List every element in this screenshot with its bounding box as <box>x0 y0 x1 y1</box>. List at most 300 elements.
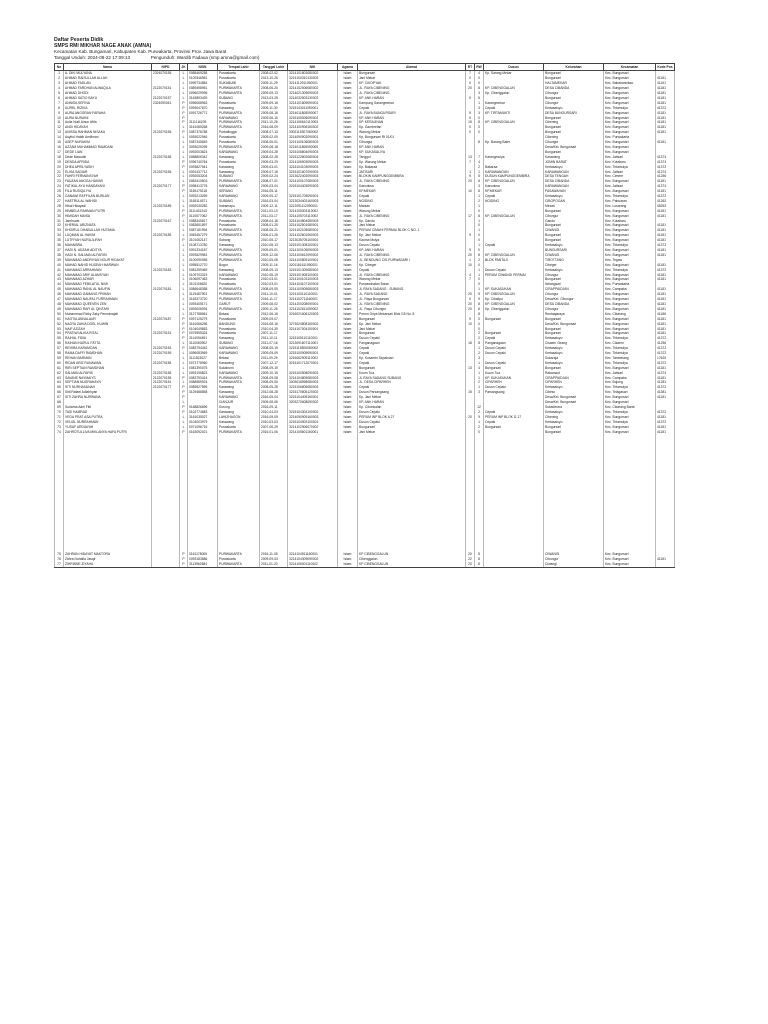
school-address: Kecamatan Kab. Bungamari, Kabupaten Kab. Purwakarta, Provinsi Prov. Jawa Barat <box>54 49 227 55</box>
table-cell: Kec. Bungursari <box>604 395 656 400</box>
table-cell: 2008-02-28 <box>260 155 288 160</box>
table-cell: JL. BENDUNG CIS-PURWASARI I <box>358 258 466 263</box>
table-cell: P <box>180 116 188 121</box>
school-name: SMPS RMI MIKHAR NAGE ANAK (AMNA) <box>54 42 152 49</box>
table-cell: KARAWANGAN <box>544 184 604 189</box>
table-cell: 41372 <box>656 420 675 425</box>
table-cell: 35 <box>55 238 64 243</box>
table-cell: 0108713780 <box>188 243 218 248</box>
table-cell: Islam <box>338 184 358 189</box>
table-cell: Sukabumi <box>218 366 260 371</box>
table-cell: Hikal Hikayadi <box>64 204 152 209</box>
table-cell: 41281 <box>656 380 675 385</box>
table-cell: 3101106620 <box>188 282 218 287</box>
table-cell: Cepaki <box>358 346 466 351</box>
table-cell: 2010-04-03 <box>260 410 288 415</box>
table-cell: 10 <box>466 322 475 327</box>
table-cell: Islam <box>338 341 358 346</box>
table-cell: Kp. Gandu <box>358 219 466 224</box>
table-cell: PURWAKARTA <box>218 145 260 150</box>
table-cell: 0 <box>475 238 484 243</box>
table-cell: Cibungur <box>544 91 604 96</box>
table-cell: BLOK PANTAJI <box>484 258 544 263</box>
table-cell: 25 <box>55 189 64 194</box>
table-cell: 55 <box>55 336 64 341</box>
table-cell: 2007-11-17 <box>260 331 288 336</box>
table-cell: Jani Mekar <box>358 223 466 228</box>
table-cell: L <box>180 366 188 371</box>
table-cell: JL. Raya Bungursari <box>358 297 466 302</box>
table-cell: KP. CIBENGGALUN <box>484 302 544 307</box>
table-cell: 7 <box>475 155 484 160</box>
table-cell: 20 <box>55 165 64 170</box>
table-cell: DEDE LIAN <box>64 150 152 155</box>
table-cell: 2 <box>475 351 484 356</box>
table-cell: PURWAKARTA <box>218 380 260 385</box>
table-cell: Islam <box>338 557 358 562</box>
table-cell: Islam <box>338 179 358 184</box>
table-cell: Kec. Bungursari <box>604 125 656 130</box>
table-cell: 5 <box>475 96 484 101</box>
table-cell: 2122070155 <box>152 130 180 135</box>
table-cell: Islam <box>338 287 358 292</box>
table-cell: VEUGL NURRAHMAN <box>64 420 152 425</box>
table-cell: Karangmekar <box>484 101 544 106</box>
table-cell: Rabanwot <box>544 371 604 376</box>
table-cell: 41161 <box>656 81 675 86</box>
table-cell: 1 <box>475 194 484 199</box>
table-cell: 20 <box>466 302 475 307</box>
table-cell: 0096029096 <box>188 91 218 96</box>
table-cell: 2010-08-19 <box>260 273 288 278</box>
table-cell: Kec. Bungursari <box>604 179 656 184</box>
table-cell: 0 <box>466 125 475 130</box>
table-body <box>55 71 675 567</box>
table-cell: 0073778960 <box>188 361 218 366</box>
table-cell: 3215122802080004 <box>288 155 338 160</box>
table-cell: P <box>180 430 188 435</box>
table-cell: 2009-11-16 <box>260 263 288 268</box>
table-cell: 9 <box>55 111 64 116</box>
table-cell: 0083410603 <box>188 179 218 184</box>
table-cell: 0093006094 <box>188 307 218 312</box>
table-cell: 0110577062 <box>188 214 218 219</box>
table-cell: 2009-09-09 <box>260 351 288 356</box>
table-cell: 3214104511160001 <box>288 552 338 557</box>
table-cell: Purwakarta <box>218 317 260 322</box>
table-cell: 15 <box>466 390 475 395</box>
table-cell: Bungursari <box>544 71 604 76</box>
table-cell: 0091334187 <box>188 248 218 253</box>
table-cell: Bungursari <box>484 366 544 371</box>
table-cell: GARUT <box>218 302 260 307</box>
table-cell: L <box>180 155 188 160</box>
table-cell: Cibungur <box>544 214 604 219</box>
table-cell: 3215104903100001 <box>288 420 338 425</box>
table-cell: Islam <box>338 219 358 224</box>
table-cell: L <box>180 194 188 199</box>
table-cell: KP. KERAJINAN <box>358 120 466 125</box>
table-cell: Cisaem Girang <box>544 341 604 346</box>
table-cell: CIRAPPAIDJAN <box>544 376 604 381</box>
table-cell: Sorong <box>218 405 260 410</box>
table-cell: 0087378788 <box>188 130 218 135</box>
table-cell: HADI N. ADZAM ADITYA <box>64 248 152 253</box>
table-cell: P <box>180 214 188 219</box>
table-cell: Kec. Jatisari <box>604 170 656 175</box>
table-cell: 3215101712070001 <box>288 361 338 366</box>
table-cell: 3214104309090002 <box>288 557 338 562</box>
table-cell: 3214105703110002 <box>288 214 338 219</box>
table-cell: Bakaraa <box>484 165 544 170</box>
table-cell: Kec. Bungursari <box>604 96 656 101</box>
table-cell: 8 <box>475 86 484 91</box>
table-cell: JL. RAYA SADANG <box>358 292 466 297</box>
table-cell: L <box>180 292 188 297</box>
table-cell: PURWAKARTA <box>218 248 260 253</box>
table-cell: Indramayu <box>218 204 260 209</box>
table-cell: 3212091112090001 <box>288 204 338 209</box>
table-cell: 3213034403160003 <box>288 199 338 204</box>
table-cell: Cibungur <box>544 307 604 312</box>
table-cell: 41372 <box>656 268 675 273</box>
table-cell: JL. RAYA CIBENING <box>358 214 466 219</box>
table-cell: 8 <box>475 140 484 145</box>
table-cell: KP. SUKASUKAN <box>484 287 544 292</box>
table-cell: YUSUF ARDIAYAH <box>64 425 152 430</box>
table-cell: Bungursari <box>484 425 544 430</box>
column-header: RT <box>466 64 475 71</box>
table-cell: 2016-03-04 <box>260 199 288 204</box>
table-cell: KP.MEKAR <box>484 189 544 194</box>
table-cell: Islam <box>338 366 358 371</box>
table-cell: 3214100310130003 <box>288 76 338 81</box>
table-cell: 18 <box>466 341 475 346</box>
table-cell: Nelangsari <box>544 282 604 287</box>
table-cell: 2008-09-13 <box>260 268 288 273</box>
table-cell: REHAN BARMAN <box>64 356 152 361</box>
table-cell: 2009-05-17 <box>260 194 288 199</box>
table-cell: 61 <box>55 366 64 371</box>
table-cell: Islam <box>338 248 358 253</box>
table-cell: KARAWANG <box>218 184 260 189</box>
table-cell: BLOKIN KAMPUNGGEMBIRA <box>358 174 466 179</box>
table-cell: 3110060902 <box>188 341 218 346</box>
table-cell: 0109703319 <box>188 273 218 278</box>
table-cell: 8 <box>475 307 484 312</box>
table-cell: 2009-09-03 <box>260 557 288 562</box>
table-cell: Kertasaluyu <box>544 165 604 170</box>
table-cell: 0 <box>475 282 484 287</box>
table-cell: 0088469258 <box>188 71 218 76</box>
table-cell: LAHIZHAGON <box>218 415 260 420</box>
table-cell: 0104049853 <box>188 327 218 332</box>
table-cell: Islam <box>338 385 358 390</box>
table-cell: Bungursari <box>358 366 466 371</box>
table-cell: Islam <box>338 243 358 248</box>
table-cell: Islam <box>338 405 358 410</box>
table-cell: Kec. Jatisari <box>604 155 656 160</box>
table-cell: 6 <box>55 96 64 101</box>
table-cell: Cepaki <box>484 420 544 425</box>
table-cell: 2009-10-15 <box>260 371 288 376</box>
table-cell: 2011-09-29 <box>260 356 288 361</box>
table-cell: 1 <box>475 219 484 224</box>
table-cell: Islam <box>338 297 358 302</box>
table-cell: 3161066256 <box>188 322 218 327</box>
table-cell: 49 <box>55 307 64 312</box>
table-cell: 2007-12-17 <box>260 361 288 366</box>
table-cell: 0 <box>475 223 484 228</box>
table-cell: 41181 <box>656 91 675 96</box>
table-cell: 41181 <box>656 116 675 121</box>
table-cell: Kec. Tirtamulya <box>604 351 656 356</box>
table-cell: 0 <box>475 327 484 332</box>
table-cell: 7 <box>55 101 64 106</box>
table-cell: MAHAD NAHID HUSEAH MARWAN <box>64 263 152 268</box>
table-cell: Islam <box>338 268 358 273</box>
table-cell: 3214102006080002 <box>288 86 338 91</box>
table-cell: Kec. Bungursari <box>604 228 656 233</box>
table-cell: Islam <box>338 317 358 322</box>
table-cell: 64 <box>55 380 64 385</box>
table-cell: Cepaki <box>358 351 466 356</box>
table-cell: 2009-06-10 <box>260 116 288 121</box>
table-cell: SEPTIAN NUGRAHAYN <box>64 380 152 385</box>
table-cell: Islam <box>338 346 358 351</box>
table-cell: 3214100805100001 <box>288 258 338 263</box>
table-cell: 3129488858 <box>188 390 218 395</box>
table-cell: 3214090902090001 <box>288 135 338 140</box>
table-cell: 9 <box>466 96 475 101</box>
table-cell: 2016-08-16 <box>260 322 288 327</box>
table-cell: 41181 <box>656 125 675 130</box>
table-cell: 76 <box>55 557 64 562</box>
table-cell: Jani Mekar <box>358 76 466 81</box>
table-cell: Islam <box>338 81 358 86</box>
table-cell: 41181 <box>656 327 675 332</box>
table-cell: 3215104403090003 <box>288 184 338 189</box>
table-cell: Islam <box>338 204 358 209</box>
table-cell: Kec. Bungursari <box>604 317 656 322</box>
table-cell: 0092003624 <box>188 150 218 155</box>
table-cell: Islam <box>338 380 358 385</box>
table-cell: 41372 <box>656 106 675 111</box>
table-cell: 0086648358 <box>188 287 218 292</box>
table-cell: PURWAKARTA <box>218 376 260 381</box>
table-cell: 1 <box>475 287 484 292</box>
table-cell: Cepaki <box>484 410 544 415</box>
table-cell: JL RAYA SADANG - SUBANG <box>358 287 466 292</box>
table-cell: 2122070157 <box>152 96 180 101</box>
table-cell: KP CIBENGGALUN <box>358 562 466 567</box>
table-cell: 1 <box>475 376 484 381</box>
table-cell: 8 <box>475 557 484 562</box>
table-cell: 3 <box>475 390 484 395</box>
table-cell: 1 <box>475 268 484 273</box>
table-cell: FATIKAL AYU HANDAYANI <box>64 184 152 189</box>
table-cell: Islam <box>338 71 358 76</box>
table-cell: 1 <box>475 170 484 175</box>
table-cell: 0 <box>466 297 475 302</box>
table-cell: 0 <box>475 233 484 238</box>
table-cell: 8 <box>55 106 64 111</box>
table-cell: Kec. Bungursari <box>604 322 656 327</box>
table-cell: SAVANE NAYMAIYS <box>64 376 152 381</box>
table-cell: 1 <box>475 204 484 209</box>
table-cell: 43 <box>55 277 64 282</box>
column-header: NIPD <box>152 64 180 71</box>
table-cell: P <box>180 376 188 381</box>
table-cell: 20 <box>466 86 475 91</box>
table-cell: 2009-11-29 <box>260 81 288 86</box>
table-cell: 2 <box>475 331 484 336</box>
table-cell: Islam <box>338 199 358 204</box>
table-cell: 0081259469 <box>188 268 218 273</box>
table-cell: 3214102105080001 <box>288 228 338 233</box>
table-cell: Kaeonksa <box>484 184 544 189</box>
table-cell: 59 <box>55 356 64 361</box>
table-cell: Sudarna Adel Fitri <box>64 405 152 410</box>
table-cell: 0096068963 <box>188 101 218 106</box>
table-cell: Kp. Cibalipu <box>484 297 544 302</box>
table-cell: 2010-05-08 <box>260 258 288 263</box>
table-cell: Kp. Bungursari Rt 01/01 <box>358 135 466 140</box>
table-cell: CIANJUR <box>218 400 260 405</box>
table-cell: 9 <box>466 317 475 322</box>
table-cell: Islam <box>338 91 358 96</box>
table-cell: Cepaki <box>358 106 466 111</box>
table-cell: PURWAKARTA <box>218 120 260 125</box>
table-cell: 0168826696 <box>188 405 218 410</box>
table-cell: Cibeso <box>544 390 604 395</box>
table-cell: Cibungur <box>544 140 604 145</box>
table-cell: P <box>180 336 188 341</box>
table-cell: 41181 <box>656 140 675 145</box>
table-cell: 41181 <box>656 179 675 184</box>
table-cell: Bungursari <box>544 238 604 243</box>
table-cell: 2010-03-01 <box>260 277 288 282</box>
table-cell: Islam <box>338 106 358 111</box>
table-cell: 41181 <box>656 366 675 371</box>
table-cell: Cibening <box>544 415 604 420</box>
table-cell: 1 <box>475 420 484 425</box>
table-cell: NADYA ZAHIA DOEL HUWIN <box>64 322 152 327</box>
table-cell: DESA CIBANDA <box>544 179 604 184</box>
table-cell: JL. RAYA CIBENING <box>358 273 466 278</box>
table-cell <box>656 562 675 567</box>
table-cell: 41372 <box>656 336 675 341</box>
table-cell: AHMAD SATIO BAYU <box>64 96 152 101</box>
table-cell: 3214100208090001 <box>288 302 338 307</box>
table-cell: 41262 <box>656 199 675 204</box>
table-cell: PASAWAHAN <box>544 189 604 194</box>
table-cell: 3111823027 <box>188 356 218 361</box>
table-cell: KP. CIKOPYAK <box>358 81 466 86</box>
table-cell: KARAWANG <box>218 150 260 155</box>
table-cell: KARAWANG <box>218 273 260 278</box>
table-cell: 2013-10-26 <box>260 76 288 81</box>
table-cell: 44 <box>55 282 64 287</box>
table-cell: 3214090909160003 <box>288 415 338 420</box>
table-cell: KARAWANGAN <box>484 170 544 175</box>
table-cell: 45 <box>55 287 64 292</box>
table-cell: 0096740764 <box>188 160 218 165</box>
table-cell: 2009-03-01 <box>260 165 288 170</box>
table-cell: 19 <box>55 160 64 165</box>
table-cell: 58 <box>55 351 64 356</box>
table-cell: CIWANGI <box>544 253 604 258</box>
table-cell: L <box>180 150 188 155</box>
table-cell: 2 <box>475 336 484 341</box>
table-cell: 17 <box>466 214 475 219</box>
table-cell: 1 <box>475 243 484 248</box>
table-cell: 4 <box>466 273 475 278</box>
table-cell: 2009-12-11 <box>260 204 288 209</box>
table-cell: PURWAKARTA <box>218 552 260 557</box>
table-cell: 3163893439 <box>188 96 218 101</box>
table-cell: 3215115505080002 <box>288 346 338 351</box>
column-header: NIK <box>288 64 338 71</box>
table-cell: 41372 <box>656 243 675 248</box>
table-cell: Bungursari <box>358 331 466 336</box>
table-cell: Cibeger <box>544 263 604 268</box>
table-cell: 0102774683 <box>188 410 218 415</box>
table-cell: 2122070189 <box>152 233 180 238</box>
table-cell: Kaeonksa <box>358 184 466 189</box>
table-cell: Bungursari <box>544 223 604 228</box>
table-cell <box>484 562 544 567</box>
table-cell: JL. RAYA CIBENING <box>358 91 466 96</box>
table-cell: Karawang <box>218 385 260 390</box>
table-cell: Kec. Bungursari <box>604 366 656 371</box>
table-cell: 2009-08-18 <box>260 111 288 116</box>
table-cell: 3163373720 <box>188 297 218 302</box>
table-cell: 2009-09-07 <box>260 317 288 322</box>
table-cell: 0106097463 <box>188 277 218 282</box>
table-cell: MAHAMAD ARIF ALAMSYAH <box>64 273 152 278</box>
table-cell: Karawang <box>218 106 260 111</box>
table-cell: KP. SUKASALIYA <box>358 150 466 155</box>
table-cell: 0083793414 <box>188 376 218 381</box>
table-cell: 3214104804080003 <box>288 219 338 224</box>
table-cell: 2009-08-06 <box>260 400 288 405</box>
table-cell: LUQMAN AL HAKIM <box>64 233 152 238</box>
table-cell: TIROTTANG <box>544 258 604 263</box>
table-cell: 0 <box>475 81 484 86</box>
table-cell: 3 <box>475 106 484 111</box>
table-cell: PERUM INP BLOK D-17 <box>484 415 544 420</box>
table-cell: 2009-09-18 <box>260 101 288 106</box>
table-cell: 2009-02-24 <box>260 174 288 179</box>
table-cell: Warung Mekar <box>358 209 466 214</box>
table-cell: 41181 <box>656 415 675 420</box>
table-cell: 3214100103100003 <box>288 277 338 282</box>
table-cell: 2008-07-01 <box>260 179 288 184</box>
table-cell: 8 <box>475 253 484 258</box>
table-cell: P <box>180 395 188 400</box>
table-cell: L <box>180 140 188 145</box>
table-cell: 3 <box>475 356 484 361</box>
table-cell: 8 <box>475 312 484 317</box>
table-cell: Cibungur <box>544 101 604 106</box>
table-cell: 3215100909090001 <box>288 351 338 356</box>
table-cell: Purwakarta <box>218 160 260 165</box>
table-cell: JL. RAYA BUNGURSARI <box>358 111 466 116</box>
table-cell: 0 <box>466 130 475 135</box>
table-cell: 2122070183 <box>152 268 180 273</box>
table-cell: 74 <box>55 430 64 435</box>
